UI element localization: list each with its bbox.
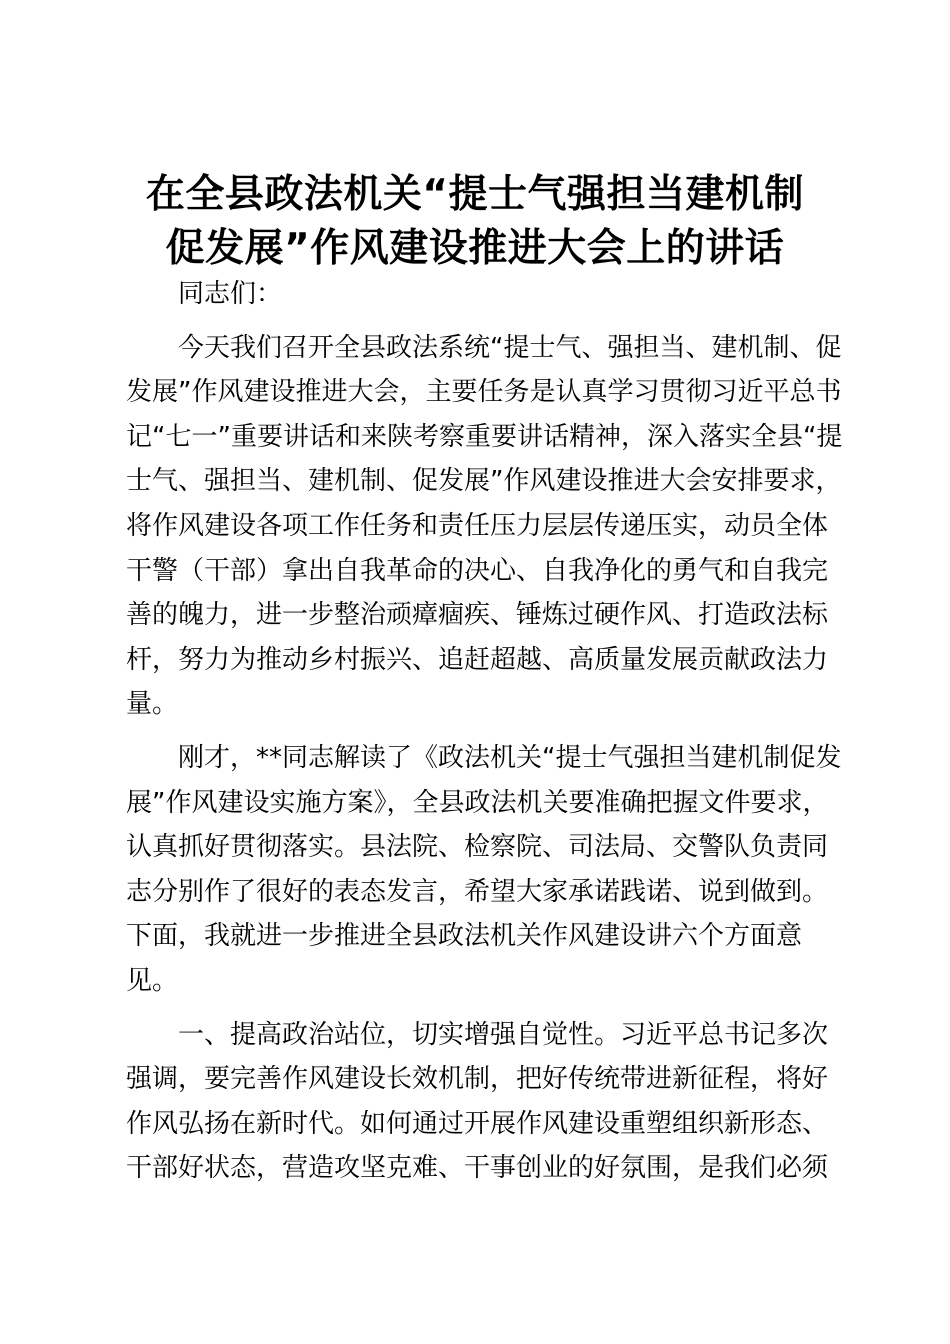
document-title (110, 168, 840, 276)
paragraph-line: 记“七一”重要讲话和来陕考察重要讲话精神，深入落实全县“提 (126, 421, 843, 452)
paragraph-line: 干部好状态，营造攻坚克难、干事创业的好氛围，是我们必须 (126, 1153, 829, 1184)
paragraph-line: 今天我们召开全县政法系统“提士气、强担当、建机制、促 (178, 332, 842, 363)
paragraph-line: 士气、强担当、建机制、促发展”作风建设推进大会安排要求， (126, 466, 842, 497)
paragraph-1 (126, 326, 843, 727)
title-line-2: 促发展”作风建设推进大会上的讲话 (165, 226, 785, 271)
paragraph-line: 量。 (126, 689, 179, 720)
paragraph-line: 认真抓好贯彻落实。县法院、检察院、司法局、交警队负责同 (126, 832, 829, 863)
document-body (126, 272, 843, 1191)
paragraph-line: 发展”作风建设推进大会，主要任务是认真学习贯彻习近平总书 (126, 377, 842, 408)
paragraph-line: 一、提高政治站位，切实增强自觉性。习近平总书记多次 (178, 1019, 829, 1050)
paragraph-line: 强调，要完善作风建设长效机制，把好传统带进新征程，将好 (126, 1064, 829, 1095)
title-line-1: 在全县政法机关“提士气强担当建机制 (145, 172, 805, 217)
paragraph-line: 干警（干部）拿出自我革命的决心、自我净化的勇气和自我完 (126, 555, 829, 586)
paragraph-3 (126, 1013, 832, 1191)
paragraph-line: 见。 (126, 965, 179, 996)
paragraph-line: 作风弘扬在新时代。如何通过开展作风建设重塑组织新形态、 (126, 1108, 829, 1139)
paragraph-line: 刚才，**同志解读了《政法机关“提士气强担当建机制促发 (178, 742, 842, 773)
paragraph-line: 展”作风建设实施方案》，全县政法机关要准确把握文件要求， (126, 787, 829, 818)
paragraph-line: 善的魄力，进一步整治顽瘴痼疾、锤炼过硬作风、打造政法标 (126, 600, 829, 631)
paragraph-line: 将作风建设各项工作任务和责任压力层层传递压实，动员全体 (126, 510, 829, 541)
paragraph-line: 杆，努力为推动乡村振兴、追赶超越、高质量发展贡献政法力 (126, 644, 829, 675)
paragraph-line: 志分别作了很好的表态发言，希望大家承诺践诺、说到做到。 (126, 876, 829, 907)
salutation: 同志们： (178, 279, 283, 309)
paragraph-2 (126, 736, 842, 1004)
paragraph-line: 下面，我就进一步推进全县政法机关作风建设讲六个方面意 (126, 921, 803, 952)
